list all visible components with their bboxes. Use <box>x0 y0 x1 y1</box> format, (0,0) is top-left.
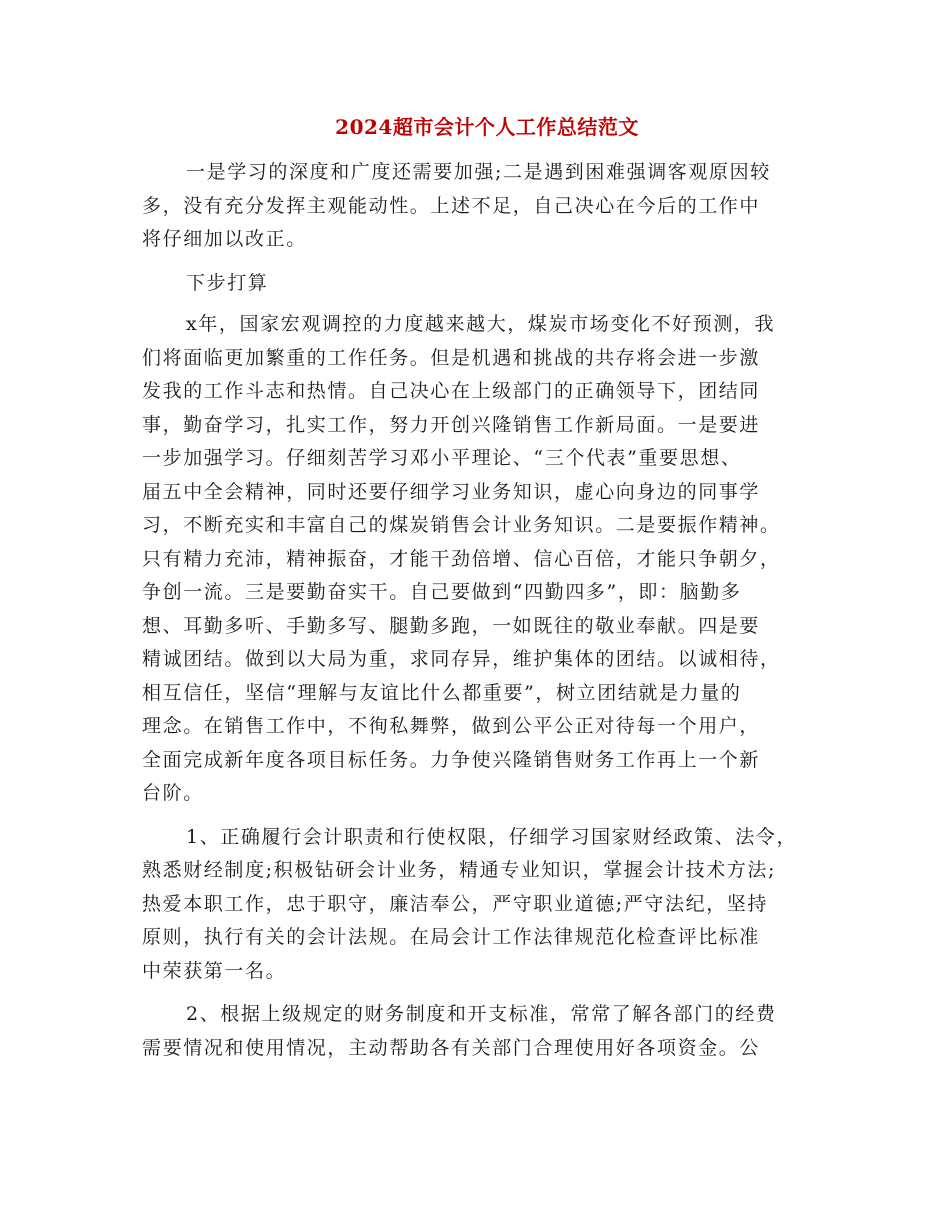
paragraph-item-1 <box>142 821 832 989</box>
text-line: 相互信任，坚信“理解与友谊比什么都重要”，树立团结就是力量的 <box>142 681 742 704</box>
text-line: x年，国家宏观调控的力度越来越大，煤炭市场变化不好预测，我 <box>186 313 776 335</box>
text-line: 一步加强学习。仔细刻苦学习邓小平理论、“三个代表”重要思想、 <box>142 447 742 469</box>
text-line: 习，不断充实和丰富自己的煤炭销售会计业务知识。二是要振作精神。 <box>142 514 781 536</box>
text-line: 台阶。 <box>142 782 204 804</box>
text-line: 1、正确履行会计职责和行使权限，仔细学习国家财经政策、法令， <box>186 825 798 848</box>
text-line: 熟悉财经制度;积极钻研会计业务，精通专业知识，掌握会计技术方法; <box>142 859 777 881</box>
text-line: 届五中全会精神，同时还要仔细学习业务知识，虚心向身边的同事学 <box>142 480 761 503</box>
text-line: 热爱本职工作，忠于职守，廉洁奉公，严守职业道德;严守法纪，坚持 <box>142 892 769 915</box>
text-line: 事，勤奋学习，扎实工作，努力开创兴隆销售工作新局面。一是要进 <box>142 413 761 436</box>
text-line: 理念。在销售工作中，不徇私舞弊，做到公平公正对待每一个用户， <box>142 715 761 737</box>
text-line: 争创一流。三是要勤奋实干。自己要做到“四勤四多”，即：脑勤多 <box>142 581 742 603</box>
text-line: 中荣获第一名。 <box>142 959 287 982</box>
document-title: 2024超市会计个人工作总结范文 <box>335 115 639 139</box>
section-heading: 下步打算 <box>186 271 269 294</box>
paragraph-plan <box>142 308 832 811</box>
section-heading-next-plan <box>142 267 832 301</box>
text-line: 一是学习的深度和广度还需要加强;二是遇到困难强调客观原因较 <box>186 161 771 183</box>
text-line: 们将面临更加繁重的工作任务。但是机遇和挑战的共存将会进一步激 <box>142 346 761 369</box>
text-line: 想、耳勤多听、手勤多写、腿勤多跑，一如既往的敬业奉献。四是要 <box>142 614 761 637</box>
text-line: 只有精力充沛，精神振奋，才能干劲倍增、信心百倍，才能只争朝夕， <box>142 547 781 570</box>
text-line: 精诚团结。做到以大局为重，求同存异，维护集体的团结。以诚相待， <box>142 648 781 670</box>
paragraph-item-2 <box>142 998 832 1065</box>
text-line: 需要情况和使用情况，主动帮助各有关部门合理使用好各项资金。公 <box>142 1036 761 1059</box>
text-line: 将仔细加以改正。 <box>142 228 307 250</box>
document-page <box>142 112 832 1075</box>
text-line: 多，没有充分发挥主观能动性。上述不足，自己决心在今后的工作中 <box>142 194 761 217</box>
text-line: 原则，执行有关的会计法规。在局会计工作法律规范化检查评比标准 <box>142 926 761 948</box>
text-line: 发我的工作斗志和热情。自己决心在上级部门的正确领导下，团结同 <box>142 380 761 402</box>
text-line: 全面完成新年度各项目标任务。力争使兴隆销售财务工作再上一个新 <box>142 748 761 771</box>
paragraph-shortcomings <box>142 156 832 257</box>
text-line: 2、根据上级规定的财务制度和开支标准，常常了解各部门的经费 <box>186 1003 777 1025</box>
